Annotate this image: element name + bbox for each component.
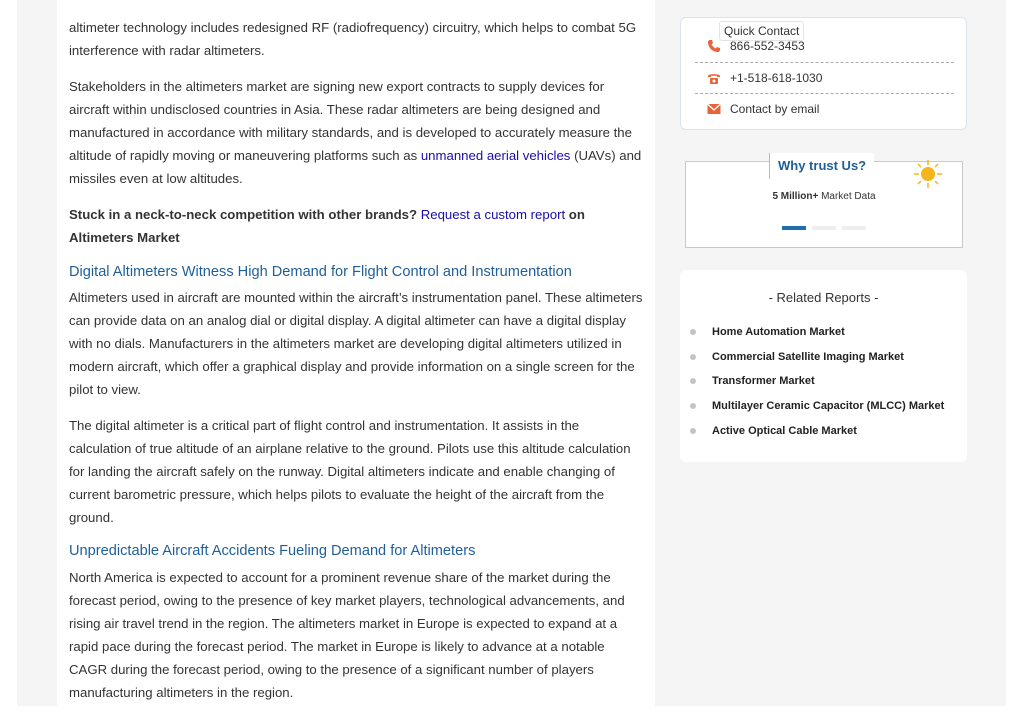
related-reports-box — [680, 270, 967, 462]
email-row[interactable] — [707, 94, 954, 124]
phone-intl-row[interactable] — [707, 63, 954, 93]
regional-paragraph: North America is expected to account for a prominent revenue share of the market during the forecast period, owing to the presence of key market players, technological advancements, and rising air travel trend in the region. The altimeters market in Europe is expected to expand at a rapid pace during the forecast period. The market in Europe is likely to advance at a notable CAGR during the forecast period, owing to the presence of a significant number of players manufacturing altimeters in the region. — [69, 570, 625, 700]
phone-us-row[interactable] — [707, 31, 954, 61]
bullet-icon — [690, 403, 696, 409]
intro-paragraph: altimeter technology includes redesigned RF (radiofrequency) circuitry, which helps to combat 5G interference with radar altimeters. — [69, 20, 637, 58]
email-link-label: Contact by email — [730, 102, 820, 116]
stakeholders-text-end: (UAVs) and missiles even at low altitudes. — [69, 148, 642, 186]
trust-stat-label: Market Data — [818, 191, 876, 202]
bullet-icon — [690, 329, 696, 335]
why-trust-us-box — [685, 158, 963, 248]
cta-text-end: on Altimeters Market — [69, 207, 585, 245]
sun-icon — [912, 158, 944, 190]
related-reports-title: - Related Reports - — [768, 290, 879, 305]
request-custom-report-link[interactable]: Request a custom report — [420, 207, 566, 222]
carousel-indicators — [782, 226, 866, 230]
related-report-item[interactable] — [690, 320, 944, 345]
related-report-item[interactable] — [690, 418, 944, 443]
uav-link[interactable]: unmanned aerial vehicles — [420, 148, 571, 163]
why-trust-us-title: Why trust Us? — [769, 153, 874, 179]
related-report-link[interactable]: Active Optical Cable Market — [712, 424, 857, 437]
related-reports-list — [690, 320, 944, 443]
bullet-icon — [690, 428, 696, 434]
digital-altimeters-heading: Digital Altimeters Witness High Demand for Flight Control and Instrumentation — [69, 264, 572, 280]
related-report-item[interactable] — [690, 345, 944, 370]
related-report-link[interactable]: Transformer Market — [712, 375, 815, 388]
related-report-item[interactable] — [690, 394, 944, 419]
aircraft-accidents-heading: Unpredictable Aircraft Accidents Fueling Demand for Altimeters — [69, 543, 476, 559]
quick-contact-box — [680, 17, 967, 130]
digital-paragraph-1: Altimeters used in aircraft are mounted within the aircraft’s instrumentation panel. These altimeters can provide data on an analog dial or digital display. A digital altimeter can have a digital display with no dials. Manufacturers in the altimeters market are developing digital altimeters utilized in modern aircraft, which offer a graphical display and provide information on a single screen for the pilot to view. — [69, 290, 643, 397]
carousel-dot-3[interactable] — [842, 226, 866, 230]
trust-stat-value: 5 Million+ — [772, 191, 819, 202]
phone-intl-number: +1-518-618-1030 — [730, 71, 823, 85]
related-report-item[interactable] — [690, 369, 944, 394]
bullet-icon — [690, 354, 696, 360]
phone-us-number: 866-552-3453 — [730, 39, 805, 53]
stakeholders-paragraph — [69, 75, 644, 190]
bullet-icon — [690, 378, 696, 384]
quick-contact-title: Quick Contact — [719, 21, 804, 41]
stakeholders-text-start: Stakeholders in the altimeters market are signing new export contracts to supply devices for aircraft within undisclosed countries in Asia. These radar altimeters are being designed and manufactured in accordance with military standards, and is developed to accurately measure the altitude of rapidly moving or maneuvering platforms such as — [69, 79, 632, 163]
telephone-icon — [707, 71, 721, 85]
digital-paragraph-2: The digital altimeter is a critical part of flight control and instrumentation. It assists in the calculation of true altitude of an airplane relative to the ground. Pilots use this altitude calculation for landing the aircraft safely on the runway. Digital altimeters indicate and enable changing of current barometric pressure, which helps pilots to evaluate the height of the aircraft from the ground. — [69, 418, 631, 525]
related-report-link[interactable]: Commercial Satellite Imaging Market — [712, 350, 904, 363]
envelope-icon — [707, 102, 721, 116]
carousel-dot-1[interactable] — [782, 226, 806, 230]
phone-icon — [707, 39, 721, 53]
related-report-link[interactable]: Multilayer Ceramic Capacitor (MLCC) Market — [712, 400, 945, 413]
related-report-link[interactable]: Home Automation Market — [712, 326, 845, 339]
article-content — [57, 0, 655, 706]
carousel-dot-2[interactable] — [812, 226, 836, 230]
custom-report-prompt — [69, 203, 644, 249]
trust-stat — [686, 191, 962, 202]
cta-text-start: Stuck in a neck-to-neck competition with other brands? — [69, 207, 421, 222]
